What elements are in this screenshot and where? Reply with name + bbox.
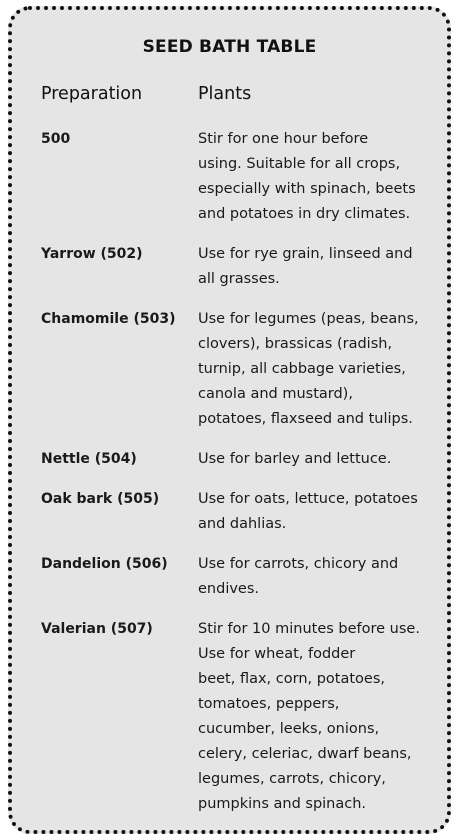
table-row (41, 487, 441, 537)
table-row (41, 242, 441, 292)
table-body (41, 127, 441, 817)
plants-cell (198, 447, 423, 472)
plants-text-line: turnip, all cabbage varieties, (198, 361, 406, 377)
plants-cell (198, 552, 423, 602)
plants-text-line: beet, flax, corn, potatoes, (198, 671, 386, 687)
preparation-cell: Oak bark (505) (41, 491, 160, 507)
plants-text-line: Use for wheat, fodder (198, 646, 356, 662)
plants-text-line: pumpkins and spinach. (198, 796, 367, 812)
column-header-preparation: Preparation (41, 84, 143, 104)
table-row (41, 617, 441, 817)
plants-cell (198, 127, 423, 227)
table-row (41, 127, 441, 227)
preparation-cell: Valerian (507) (41, 621, 153, 637)
preparation-cell: Chamomile (503) (41, 311, 176, 327)
column-header-plants: Plants (198, 84, 252, 104)
plants-text-line: clovers), brassicas (radish, (198, 336, 393, 352)
plants-text-line: all grasses. (198, 271, 280, 287)
plants-text-line: and potatoes in dry climates. (198, 206, 411, 222)
plants-text-line: tomatoes, peppers, (198, 696, 340, 712)
preparation-cell: Yarrow (502) (41, 246, 143, 262)
plants-text-line: Use for carrots, chicory and (198, 556, 399, 572)
plants-cell (198, 487, 423, 537)
plants-text-line: Use for barley and lettuce. (198, 451, 392, 467)
plants-text-line: Stir for 10 minutes before use. (198, 621, 420, 637)
seed-bath-table-card (8, 6, 451, 834)
table-row (41, 447, 441, 472)
plants-text-line: Use for legumes (peas, beans, (198, 311, 419, 327)
plants-text-line: Use for oats, lettuce, potatoes (198, 491, 418, 507)
preparation-cell: Nettle (504) (41, 451, 137, 467)
preparation-cell: 500 (41, 131, 71, 147)
plants-text-line: cucumber, leeks, onions, (198, 721, 380, 737)
plants-text-line: celery, celeriac, dwarf beans, (198, 746, 412, 762)
plants-text-line: and dahlias. (198, 516, 287, 532)
plants-text-line: legumes, carrots, chicory, (198, 771, 386, 787)
plants-text-line: Use for rye grain, linseed and (198, 246, 413, 262)
table-row (41, 307, 441, 432)
plants-text-line: canola and mustard), (198, 386, 353, 402)
plants-cell (198, 242, 423, 292)
preparation-cell: Dandelion (506) (41, 556, 168, 572)
plants-text-line: Stir for one hour before (198, 131, 369, 147)
plants-cell (198, 617, 423, 817)
plants-cell (198, 307, 423, 432)
plants-text-line: potatoes, flaxseed and tulips. (198, 411, 413, 427)
plants-text-line: especially with spinach, beets (198, 181, 416, 197)
plants-text-line: using. Suitable for all crops, (198, 156, 401, 172)
table-row (41, 552, 441, 602)
table-title: SEED BATH TABLE (142, 37, 317, 57)
plants-text-line: endives. (198, 581, 260, 597)
